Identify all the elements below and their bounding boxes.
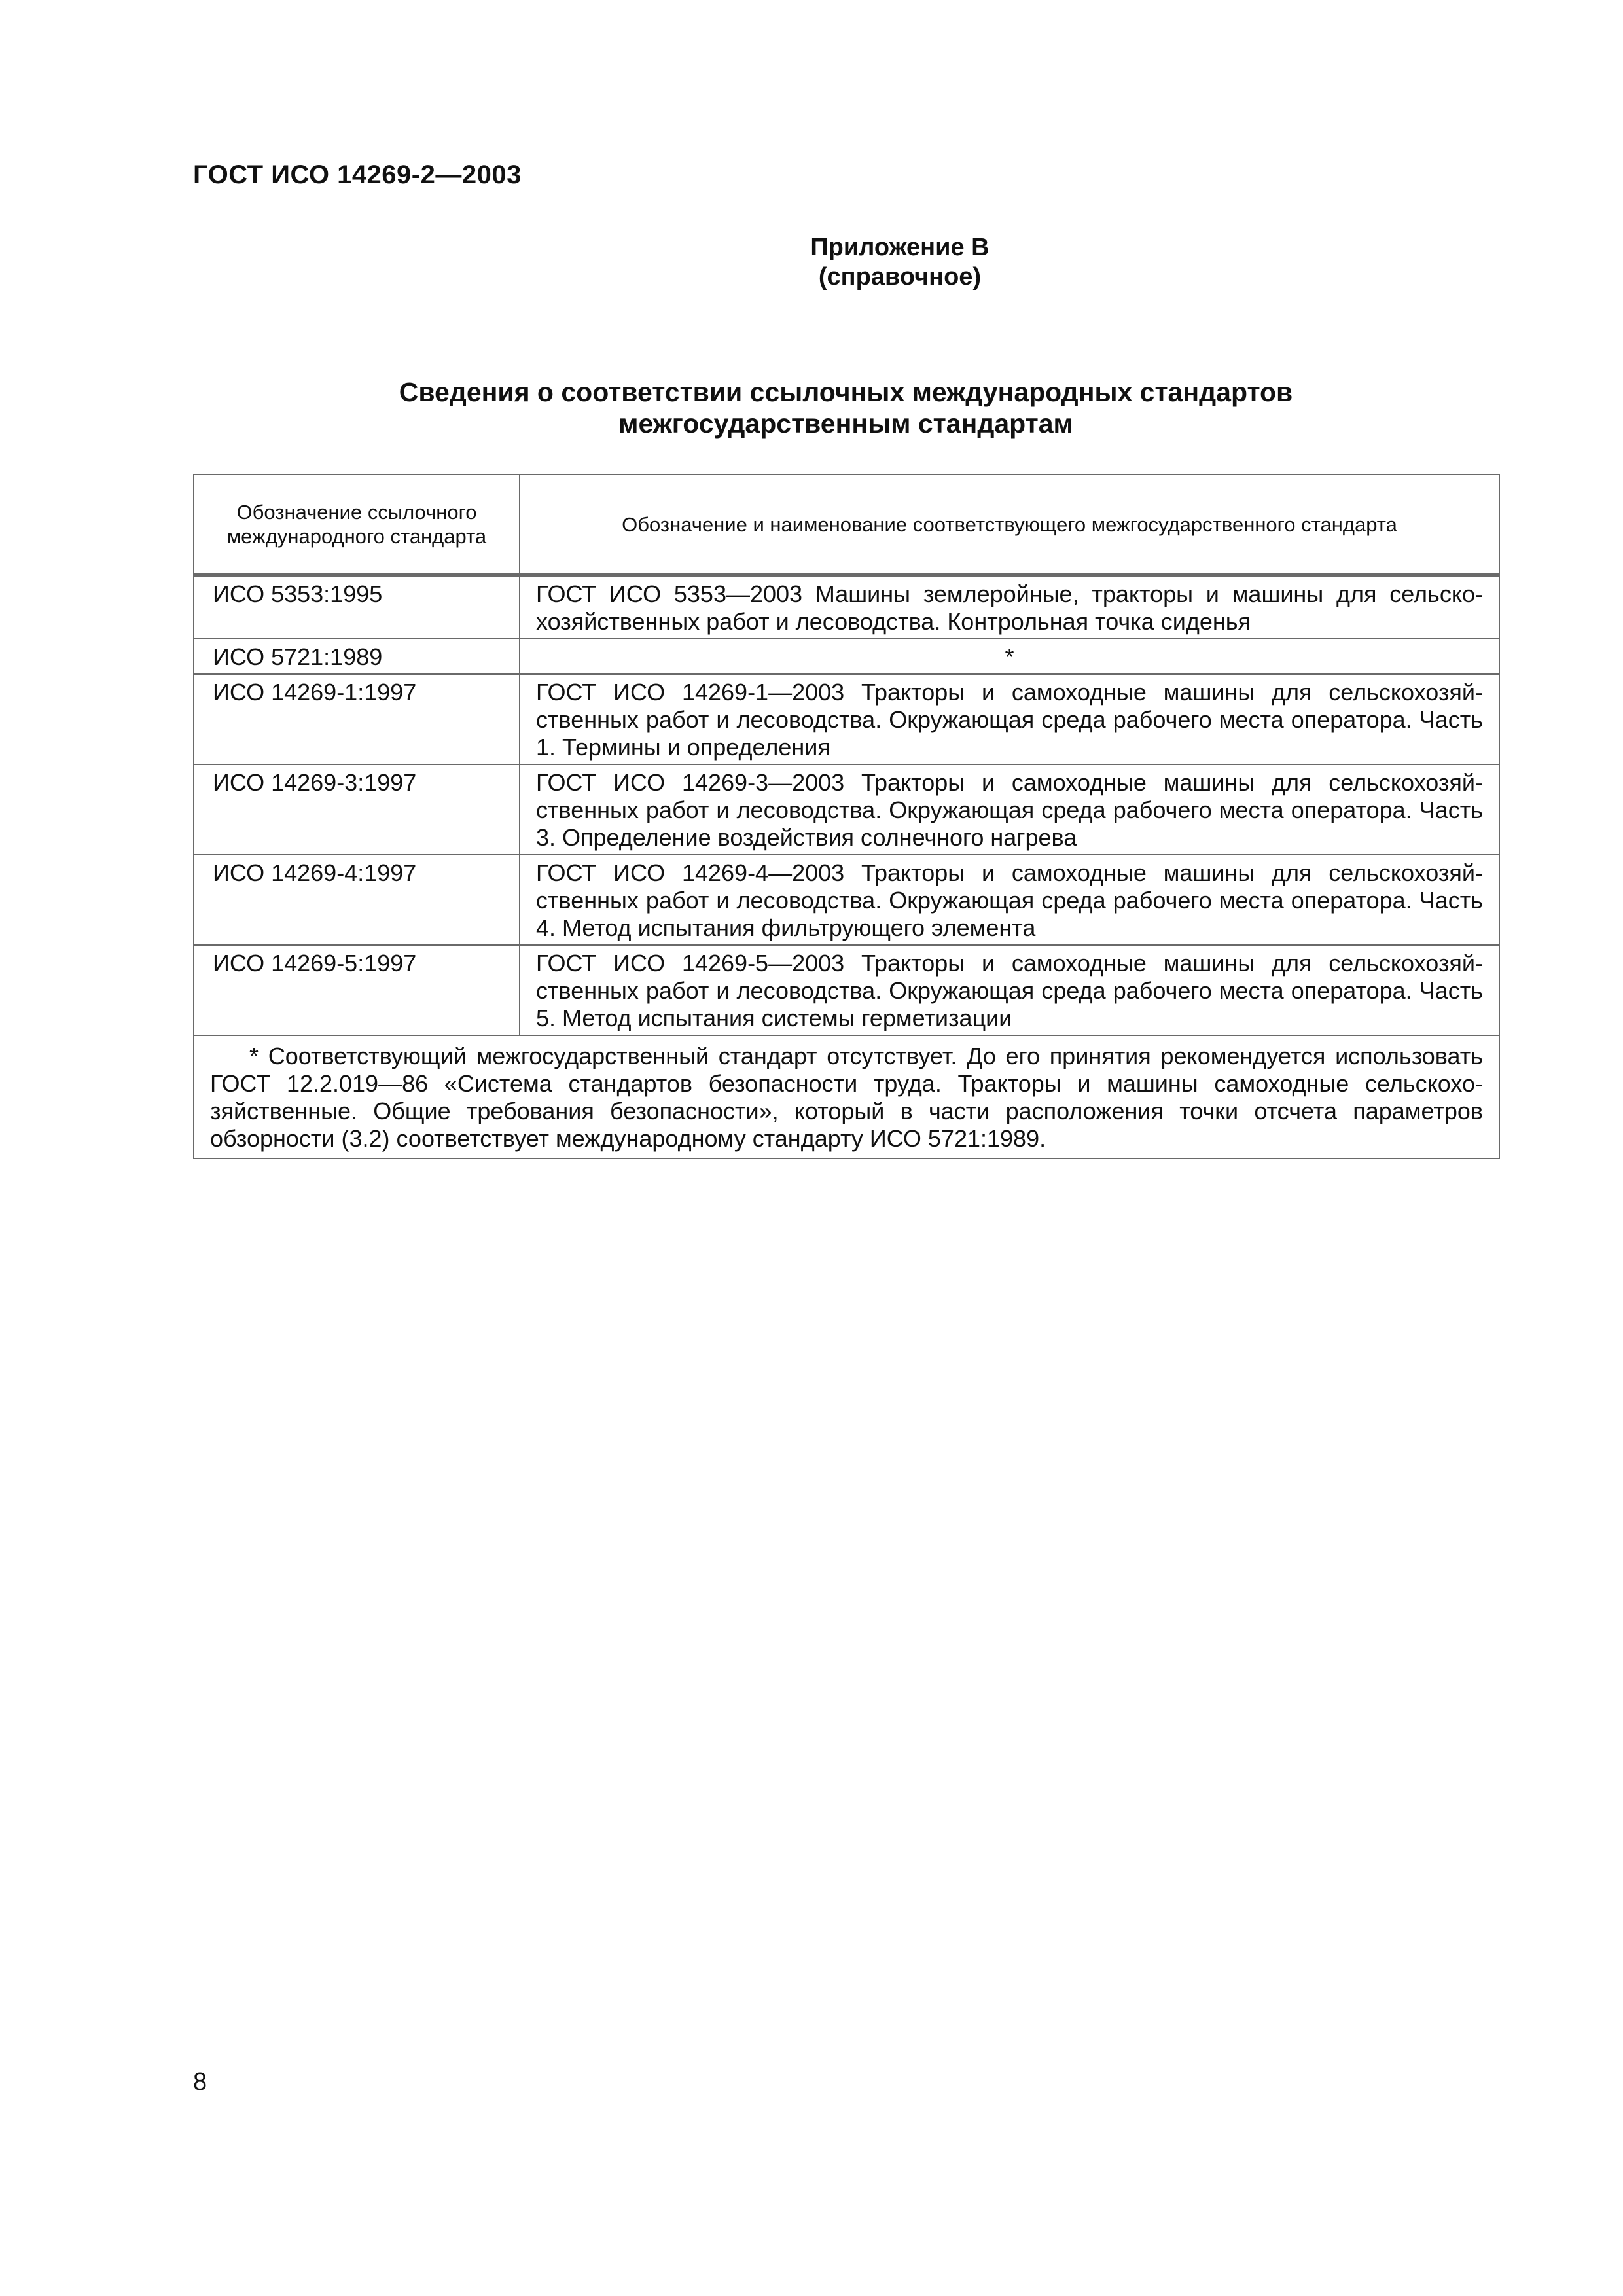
table-header-row xyxy=(194,475,1499,575)
table-row xyxy=(194,575,1499,639)
international-standard-cell: ИСО 5721:1989 xyxy=(194,639,520,674)
page-number: 8 xyxy=(193,2068,207,2096)
international-standard-cell: ИСО 14269-4:1997 xyxy=(194,855,520,945)
international-standard-cell: ИСО 14269-5:1997 xyxy=(194,945,520,1035)
document-code-header: ГОСТ ИСО 14269-2—2003 xyxy=(193,160,522,189)
interstate-standard-cell: ГОСТ ИСО 14269-3—2003 Тракторы и самоходные машины для сельскохозяйственных работ и лесоводства. Окружающая среда рабочего места оператора. Часть 3. Определение воздействия солнечного нагрева xyxy=(520,764,1499,855)
table-row xyxy=(194,855,1499,945)
international-standard-cell: ИСО 14269-1:1997 xyxy=(194,674,520,764)
interstate-standard-cell: ГОСТ ИСО 14269-4—2003 Тракторы и самоходные машины для сельскохозяйственных работ и лесоводства. Окружающая среда рабочего места оператора. Часть 4. Метод испытания фильтрующего элемента xyxy=(520,855,1499,945)
interstate-standard-cell: ГОСТ ИСО 14269-5—2003 Тракторы и самоходные машины для сельскохозяйственных работ и лесоводства. Окружающая среда рабочего места оператора. Часть 5. Метод испытания системы герметизации xyxy=(520,945,1499,1035)
section-title-line-1: Сведения о соответствии ссылочных международных стандартов xyxy=(399,377,1293,407)
section-title-line-2: межгосударственным стандартам xyxy=(618,408,1073,439)
table-row xyxy=(194,945,1499,1035)
international-standard-cell: ИСО 14269-3:1997 xyxy=(194,764,520,855)
column-header-interstate: Обозначение и наименование соответствующего межгосударственного стандарта xyxy=(520,475,1499,575)
appendix-heading xyxy=(0,233,1623,292)
standards-correspondence-table xyxy=(193,474,1500,1159)
interstate-standard-cell: ГОСТ ИСО 14269-1—2003 Тракторы и самоходные машины для сельскохозяйственных работ и лесоводства. Окружающая среда рабочего места оператора. Часть 1. Термины и определения xyxy=(520,674,1499,764)
table-row xyxy=(194,639,1499,674)
appendix-label: Приложение В xyxy=(810,234,990,261)
interstate-standard-cell: ГОСТ ИСО 5353—2003 Машины землеройные, тракторы и машины для сельскохозяйственных работ и лесоводства. Контрольная точка сиденья xyxy=(520,575,1499,639)
section-title xyxy=(193,376,1499,439)
interstate-standard-footnote-mark: * xyxy=(520,639,1499,674)
table-footnote: * Соответствующий межгосударственный стандарт отсутствует. До его принятия рекомендуется использовать ГОСТ 12.2.019—86 «Система стандартов безопасности труда. Тракторы и машины самоходные сельскохозяйственные. Общие требования безопасности», который в части расположения точки отсчета параметров обзорности (3.2) соответствует международному стандарту ИСО 5721:1989. xyxy=(194,1035,1499,1158)
table-row xyxy=(194,764,1499,855)
table-footnote-row xyxy=(194,1035,1499,1158)
international-standard-cell: ИСО 5353:1995 xyxy=(194,575,520,639)
appendix-type: (справочное) xyxy=(818,263,982,291)
column-header-international: Обозначение ссылочного международного стандарта xyxy=(194,475,520,575)
table-row xyxy=(194,674,1499,764)
